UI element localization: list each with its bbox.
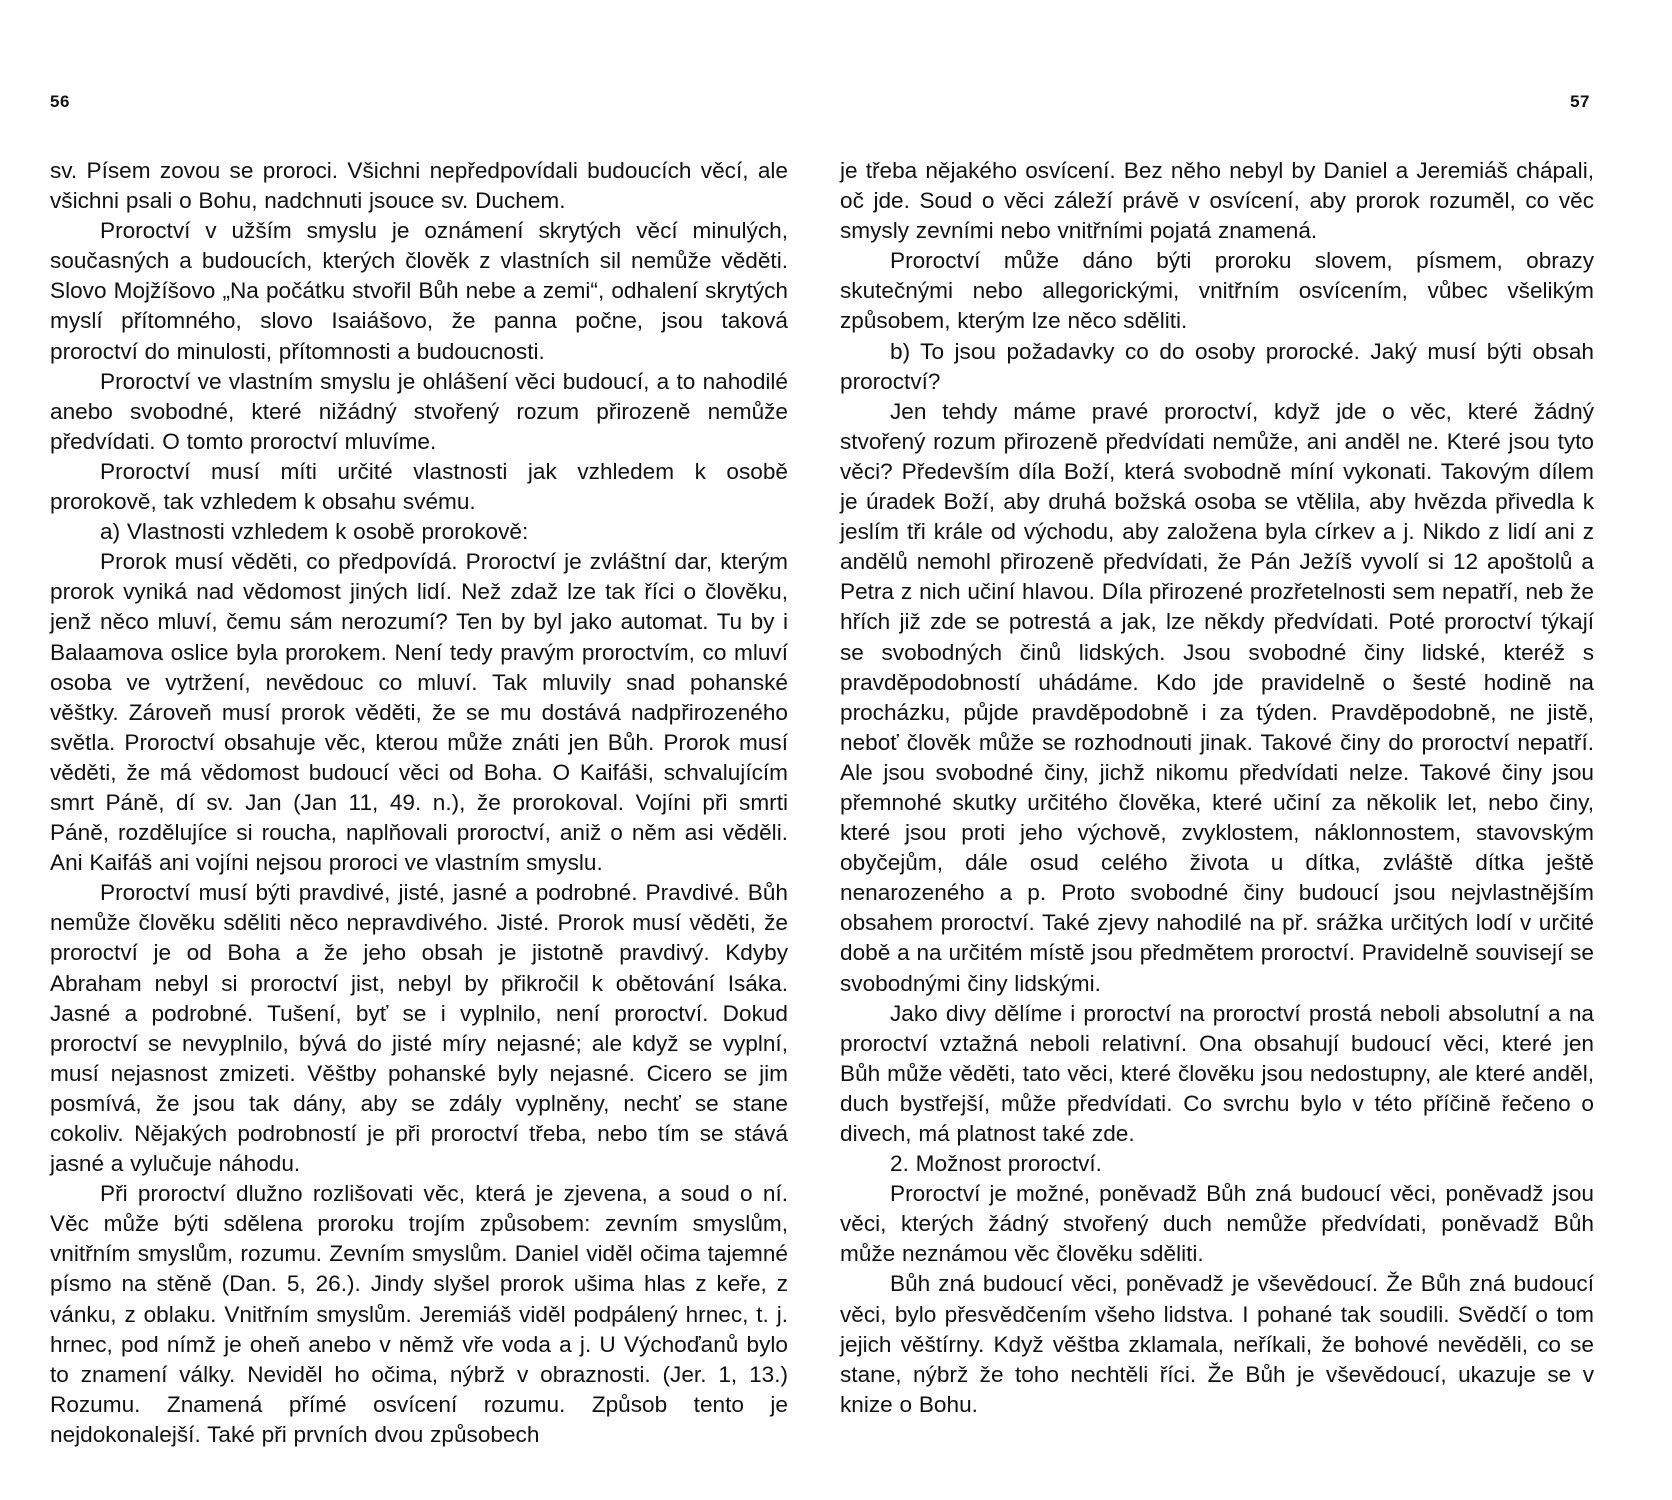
page-number-left: 56 (50, 92, 70, 111)
paragraph: Prorok musí věděti, co předpovídá. Proroctví je zvláštní dar, kterým prorok vyniká nad vědomost jiných lidí. Než zdaž lze tak říci o člověku, jenž něco mluví, čemu sám nerozumí? Ten by byl jako automat. Tu by i Balaamova oslice byla prorokem. Není tedy pravým proroctvím, co mluví osoba ve vytržení, nevědouc co mluví. Tak mluvily snad pohanské věštky. Zároveň musí prorok věděti, že se mu dostává nadpřirozeného světla. Proroctví obsahuje věc, kterou může znáti jen Bůh. Prorok musí věděti, že má vědomost budoucí věci od Boha. O Kaifáši, schvalujícím smrt Páně, dí sv. Jan (Jan 11, 49. n.), že prorokoval. Vojíni při smrti Páně, rozdělujíce si roucha, naplňovali proroctví, aniž o něm asi věděli. Ani Kaifáš ani vojíni nejsou proroci ve vlastním smyslu. (50, 549, 788, 876)
paragraph: je třeba nějakého osvícení. Bez něho nebyl by Daniel a Jeremiáš chápali, oč jde. Soud o věci záleží právě v osvícení, aby prorok rozuměl, co věc smysly zevními nebo vnitřními pojatá znamená. (840, 158, 1594, 244)
right-page (836, 0, 1672, 1500)
paragraph: b) To jsou požadavky co do osoby prorocké. Jaký musí býti obsah proroctví? (840, 338, 1594, 394)
paragraph: Proroctví musí býti pravdivé, jisté, jasné a podrobné. Pravdivé. Bůh nemůže člověku sděliti něco nepravdivého. Jisté. Prorok musí věděti, že proroctví je od Boha a že jeho obsah je jistotně pravdivý. Kdyby Abraham nebyl si proroctví jist, nebyl by přikročil k obětování Isáka. Jasné a podrobné. Tušení, byť se i vyplnilo, není proroctví. Dokud proroctví se nevyplnilo, bývá do jisté míry nejasné; ale když se vyplní, musí nejasnost zmizeti. Věštby pohanské byly nejasné. Cicero se jim posmívá, že jsou tak dány, aby se zdály vyplněny, nechť se stane cokoliv. Nějakých podrobností je při proroctví třeba, nebo tím se stává jasné a vylučuje náhodu. (50, 880, 788, 1177)
paragraph: Proroctví může dáno býti proroku slovem, písmem, obrazy skutečnými nebo allegorickými, vnitřním osvícením, vůbec všelikým způsobem, kterým lze něco sděliti. (840, 248, 1594, 334)
right-page-text (840, 156, 1594, 1420)
page-number-right: 57 (1570, 92, 1590, 111)
paragraph: Proroctví musí míti určité vlastnosti jak vzhledem k osobě prorokově, tak vzhledem k obsahu svému. (50, 458, 788, 515)
left-page-text (50, 156, 788, 1450)
paragraph: Bůh zná budoucí věci, poněvadž je vševědoucí. Že Bůh zná budoucí věci, bylo přesvědčením všeho lidstva. I pohané tak soudili. Svědčí o tom jejich věštírny. Když věštba zklamala, neříkali, že bohové nevěděli, co se stane, nýbrž že toho nechtěli říci. Že Bůh je vševědoucí, ukazuje se v knize o Bohu. (840, 1271, 1594, 1417)
paragraph: Proroctví v užším smyslu je oznámení skrytých věcí minulých, současných a budoucích, kterých člověk z vlastních sil nemůže věděti. Slovo Mojžíšovo „Na počátku stvořil Bůh nebe a zemi“, odhalení skrytých myslí přítomného, slovo Isaiášovo, že panna počne, jsou taková proroctví do minulosti, přítomnosti a budoucnosti. (50, 218, 788, 364)
paragraph: Jen tehdy máme pravé proroctví, když jde o věc, které žádný stvořený rozum přirozeně předvídati nemůže, ani anděl ne. Které jsou tyto věci? Především díla Boží, která svobodně míní vykonati. Takovým dílem je úradek Boží, aby druhá božská osoba se vtělila, aby hvězda přivedla k jeslím tři krále od východu, aby založena byla církev a j. Nikdo z lidí ani z andělů nemohl přirozeně předvídati, že Pán Ježíš vyvolí si 12 apoštolů a Petra z nich učiní hlavou. Díla přirozené prozřetelnosti sem nepatří, neb že hřích již zde se potrestá a jak, lze někdy předvídati. Poté proroctví týkají se svobodných činů lidských. Jsou svobodné činy lidské, kteréž s pravděpodobností uhádáme. Kdo jde pravidelně o šesté hodině na procházku, půjde pravděpodobně i za týden. Pravděpodobně, ne jistě, neboť člověk může se rozhodnouti jinak. Takové činy do proroctví nepatří. Ale jsou svobodné činy, jichž nikomu předvídati nelze. Takové činy jsou přemnohé skutky určitého člověka, které učiní za několik let, nebo činy, které jsou proti jeho výchově, zvyklostem, náklonnostem, stavovským obyčejům, dále osud celého života u dítka, zvláště dítka ještě nenarozeného a p. Proto svobodné činy budoucí jsou nejvlastnějším obsahem proroctví. Také zjevy nahodilé na př. srážka určitých lodí v určité době a na určitém místě jsou předmětem proroctví. Pravidelně souvisejí se svobodnými činy lidskými. (840, 398, 1594, 996)
paragraph: Proroctví je možné, poněvadž Bůh zná budoucí věci, poněvadž jsou věci, kterých žádný stvořený duch nemůže předvídati, poněvadž Bůh může neznámou věc člověku sděliti. (840, 1181, 1594, 1267)
section-subheading: a) Vlastnosti vzhledem k osobě prorokově: (100, 519, 529, 545)
paragraph: sv. Písem zovou se proroci. Všichni nepředpovídali budoucích věcí, ale všichni psali o Bohu, nadchnuti jsouce sv. Duchem. (50, 158, 788, 214)
paragraph: Proroctví ve vlastním smyslu je ohlášení věci budoucí, a to nahodilé anebo svobodné, které nižádný stvořený rozum přirozeně nemůže předvídati. O tomto proroctví mluvíme. (50, 368, 788, 454)
section-heading: 2. Možnost proroctví. (890, 1151, 1102, 1177)
paragraph: Jako divy dělíme i proroctví na proroctví prostá neboli absolutní a na proroctví vztažná neboli relativní. Ona obsahují budoucí věci, které jen Bůh může věděti, tato věci, které člověku jsou nedostupny, ale které anděl, duch bystřejší, může předvídati. Co svrchu bylo v této příčině řečeno o divech, má platnost také zde. (840, 1000, 1594, 1146)
paragraph: Při proroctví dlužno rozlišovati věc, která je zjevena, a soud o ní. Věc může býti sdělena proroku trojím způsobem: zevním smyslům, vnitřním smyslům, rozumu. Zevním smyslům. Daniel viděl očima tajemné písmo na stěně (Dan. 5, 26.). Jindy slyšel prorok ušima hlas z keře, z vánku, z oblaku. Vnitřním smyslům. Jeremiáš viděl podpálený hrnec, t. j. hrnec, pod nímž je oheň anebo v němž vře voda a j. U Výchoďanů bylo to znamení války. Neviděl ho očima, nýbrž v obraznosti. (Jer. 1, 13.) Rozumu. Znamená přímé osvícení rozumu. Způsob tento je nejdokonalejší. Také při prvních dvou způsobech (50, 1181, 788, 1447)
